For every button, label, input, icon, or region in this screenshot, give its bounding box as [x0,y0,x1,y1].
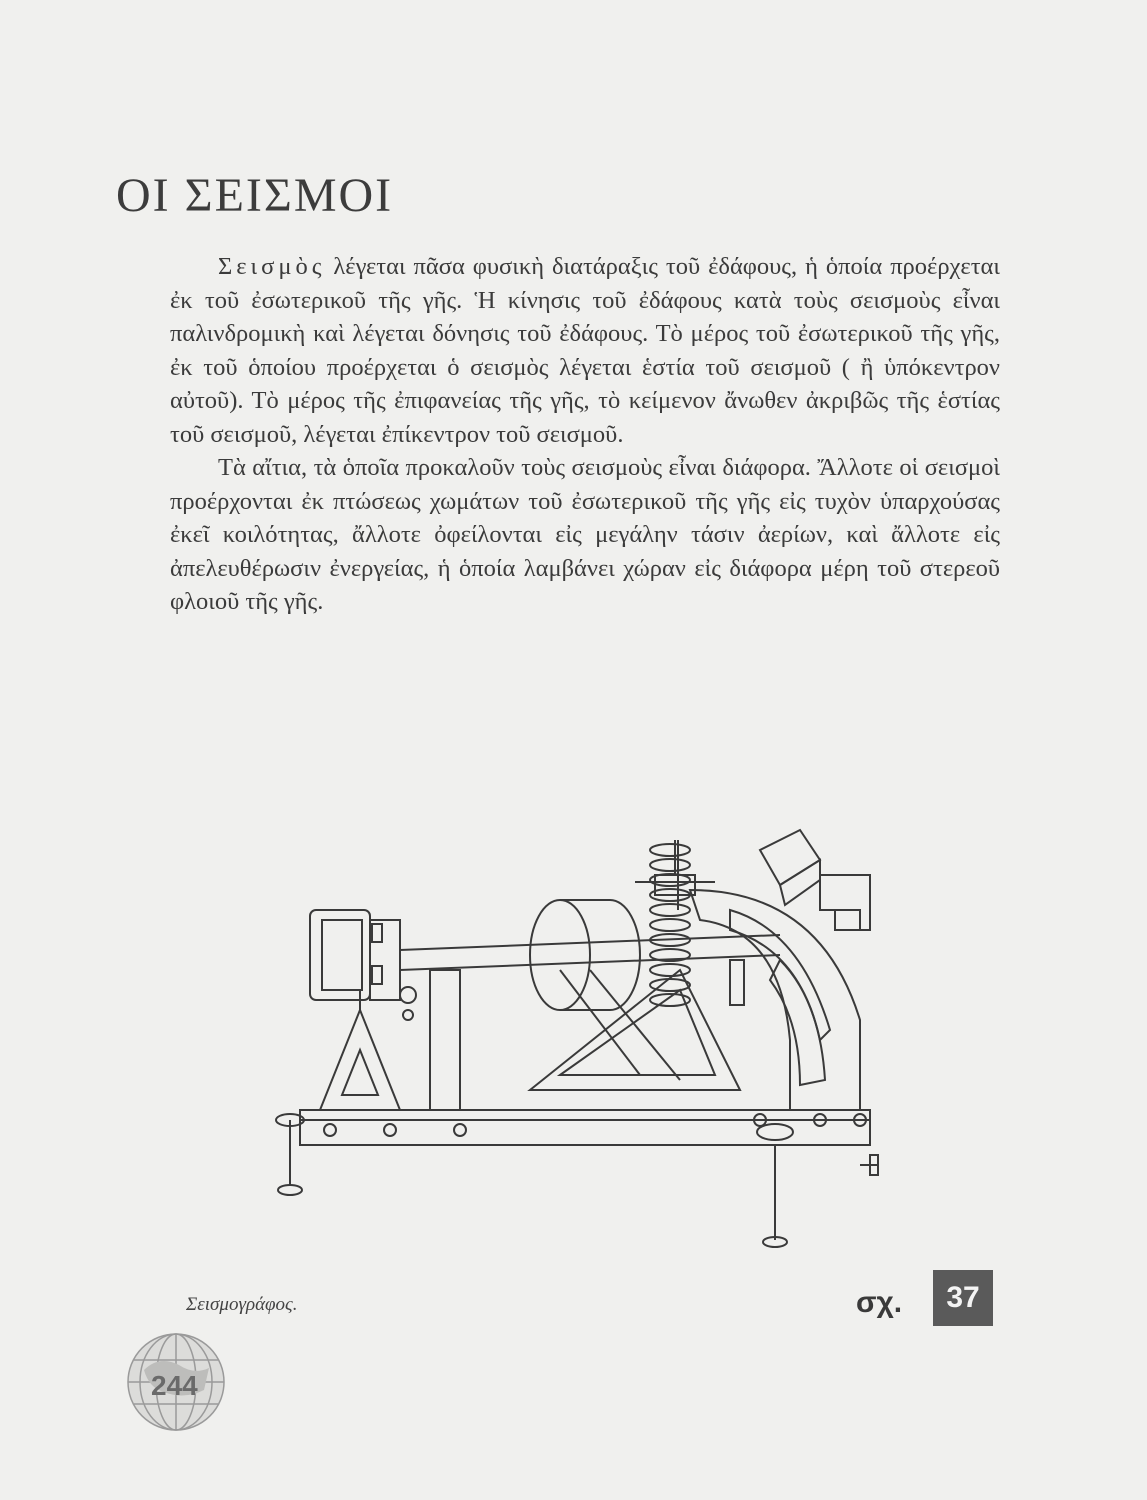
heavy-mass-disc [530,900,590,1010]
body-text [170,250,1000,619]
paragraph-earthquake-definition [170,250,1000,451]
cube-fixture [760,830,820,885]
paragraph-1-text: λέγεται πᾶσα φυσικὴ διατάραξις τοῦ ἐδάφους, ἡ ὁποία προέρχεται ἐκ τοῦ ἐσωτερικοῦ τῆς γῆς. Ἡ κίνησις τοῦ ἐδάφους κατὰ τοὺς σεισμοὺς εἶναι παλινδρομικὴ καὶ λέγεται δόνησις τοῦ ἐδάφους. Τὸ μέρος τοῦ ἐσωτερικοῦ τῆς γῆς, ἐκ τοῦ ὁποίου προέρχεται ὁ σεισμὸς λέγεται ἑστία τοῦ σεισμοῦ ( ἢ ὑπόκεντρον αὐτοῦ). Τὸ μέρος τῆς ἐπιφανείας τῆς γῆς, τὸ κείμενον ἄνωθεν ἀκριβῶς τῆς ἑστίας τοῦ σεισμοῦ, λέγεται ἐπίκεντρον τοῦ σεισμοῦ. [170,253,1000,448]
seismograph-illustration [260,820,900,1260]
figure-number-badge: 37 [933,1270,993,1326]
page-title: ΟΙ ΣΕΙΣΜΟΙ [116,169,394,222]
figure-label: σχ. [856,1286,903,1319]
suspension-spring [650,844,690,1006]
paragraph-lead-word: Σεισμὸς [218,253,326,280]
paragraph-earthquake-causes: Τὰ αἴτια, τὰ ὁποῖα προκαλοῦν τοὺς σεισμοὺς εἶναι διάφορα. Ἄλλοτε οἱ σεισμοὶ προέρχονται ἐκ πτώσεως χωμάτων τοῦ ἐσωτερικοῦ τῆς γῆς εἰς τυχὸν ὑπαρχούσας ἐκεῖ κοιλότητας, ἄλλοτε ὀφείλονται εἰς μεγάλην τάσιν ἀερίων, καὶ ἄλλοτε εἰς ἀπελευθέρωσιν ἐνεργείας, ἡ ὁποία λαμβάνει χώραν εἰς διάφορα μέρη τοῦ στερεοῦ φλοιοῦ τῆς γῆς. [170,454,1000,615]
page-number: 244 [151,1370,198,1401]
figure-caption: Σεισμογράφος. [186,1294,298,1315]
